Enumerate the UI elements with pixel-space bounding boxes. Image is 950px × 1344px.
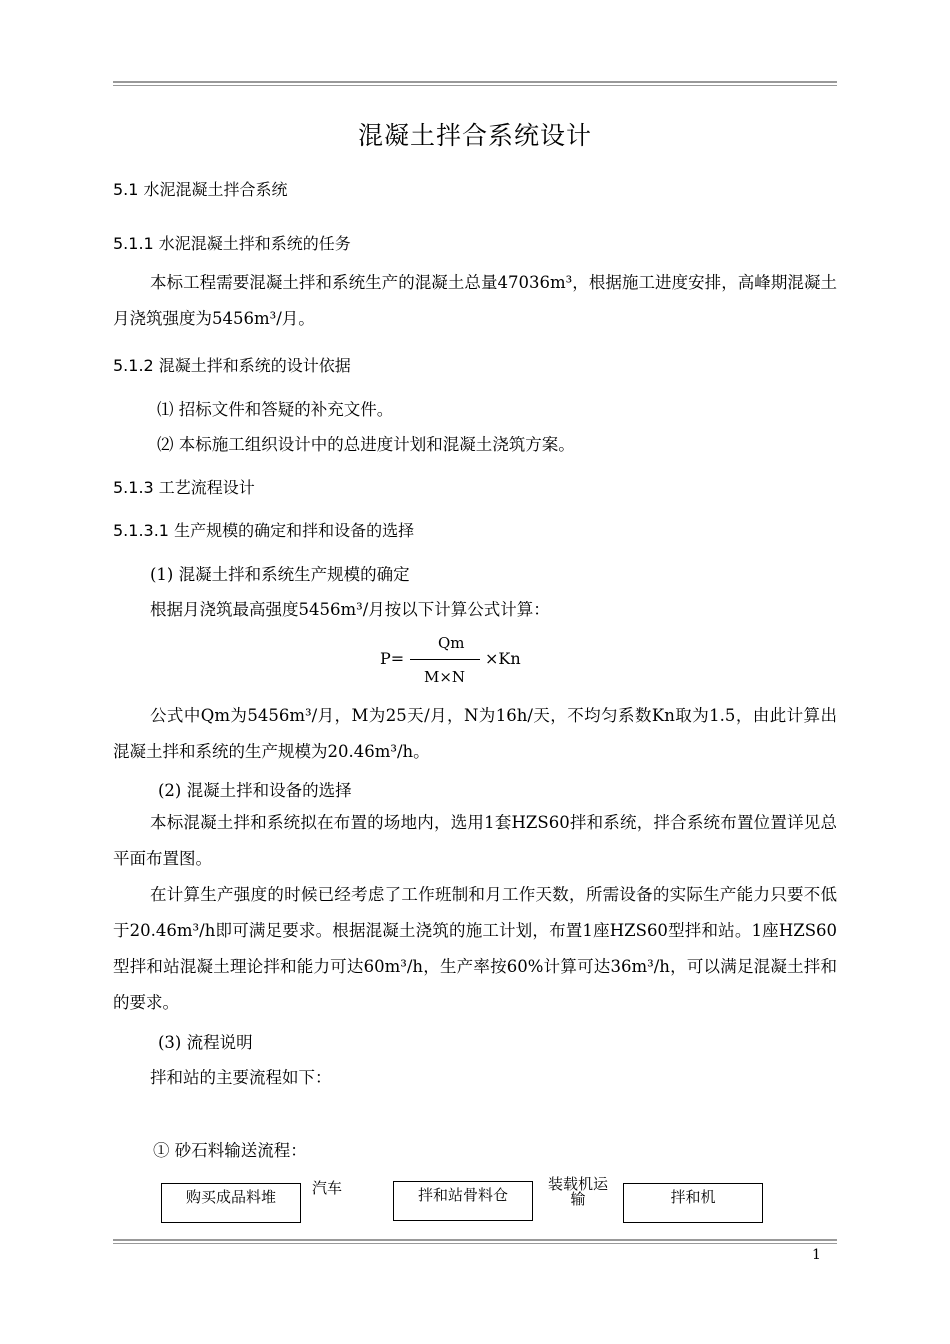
paragraph-task: 本标工程需要混凝土拌和系统生产的混凝土总量47036m³，根据施工进度安排，高峰期混凝土月浇筑强度为5456m³/月。 <box>113 273 837 328</box>
paragraph-capacity: 在计算生产强度的时候已经考虑了工作班制和月工作天数，所需设备的实际生产能力只要不低于20.46m³/h即可满足要求。根据混凝土浇筑的施工计划，布置1座HZS60型拌和站。1座HZS60型拌和站混凝土理论拌和能力可达60m³/h，生产率按60%计算可达36m³/h，可以满足混凝土拌和的要求。 <box>113 885 837 1012</box>
flow-intro: 拌和站的主要流程如下： <box>150 1068 332 1087</box>
formula-denominator: M×N <box>424 668 466 686</box>
formula-factor: ×Kn <box>485 649 521 668</box>
paragraph-select: 本标混凝土拌和系统拟在布置的场地内，选用1套HZS60拌和系统，拌合系统布置位置详见总平面布置图。 <box>113 813 837 868</box>
header-rule <box>113 81 837 83</box>
formula-lhs: P= <box>380 649 405 668</box>
heading-5-1-1: 5.1.1 水泥混凝土拌和系统的任务 <box>113 234 351 253</box>
basis-item-1: ⑴ 招标文件和答疑的补充文件。 <box>157 400 394 419</box>
flow-label-loader: 装载机运输 <box>548 1175 609 1208</box>
paragraph-formula: 公式中Qm为5456m³/月，M为25天/月，N为16h/天，不均匀系数Kn取为1.5，由此计算出混凝土拌和系统的生产规模为20.46m³/h。 <box>113 706 837 761</box>
heading-5-1-3: 5.1.3 工艺流程设计 <box>113 478 255 497</box>
heading-5-1-2: 5.1.2 混凝土拌和系统的设计依据 <box>113 356 351 375</box>
basis-item-2: ⑵ 本标施工组织设计中的总进度计划和混凝土浇筑方案。 <box>157 435 575 454</box>
document-title: 混凝土拌合系统设计 <box>357 121 592 150</box>
heading-5-1-3-1: 5.1.3.1 生产规模的确定和拌和设备的选择 <box>113 521 415 540</box>
fraction-bar <box>410 659 480 660</box>
item-2: (2) 混凝土拌和设备的选择 <box>158 781 352 800</box>
calc-intro: 根据月浇筑最高强度5456m³/月按以下计算公式计算： <box>150 600 550 619</box>
flow-title: ① 砂石料输送流程： <box>153 1141 307 1160</box>
item-3: (3) 流程说明 <box>158 1033 253 1052</box>
flow-box-mixer-label: 拌和机 <box>670 1188 716 1206</box>
flow-box-stockpile <box>161 1183 301 1223</box>
flow-box-aggregate-bin <box>393 1181 533 1221</box>
footer-rule-thin <box>113 1243 837 1244</box>
page-number: 1 <box>812 1247 821 1263</box>
formula <box>380 634 540 690</box>
flow-box-aggregate-bin-label: 拌和站骨料仓 <box>417 1186 508 1204</box>
flow-box-mixer <box>623 1183 763 1223</box>
footer-rule <box>113 1239 837 1241</box>
header-rule-thin <box>113 85 837 86</box>
flow-box-stockpile-label: 购买成品料堆 <box>185 1188 276 1206</box>
heading-5-1: 5.1 水泥混凝土拌合系统 <box>113 180 288 199</box>
formula-numerator: Qm <box>438 634 465 652</box>
flow-label-truck: 汽车 <box>312 1179 343 1197</box>
item-1: (1) 混凝土拌和系统生产规模的确定 <box>150 565 410 584</box>
